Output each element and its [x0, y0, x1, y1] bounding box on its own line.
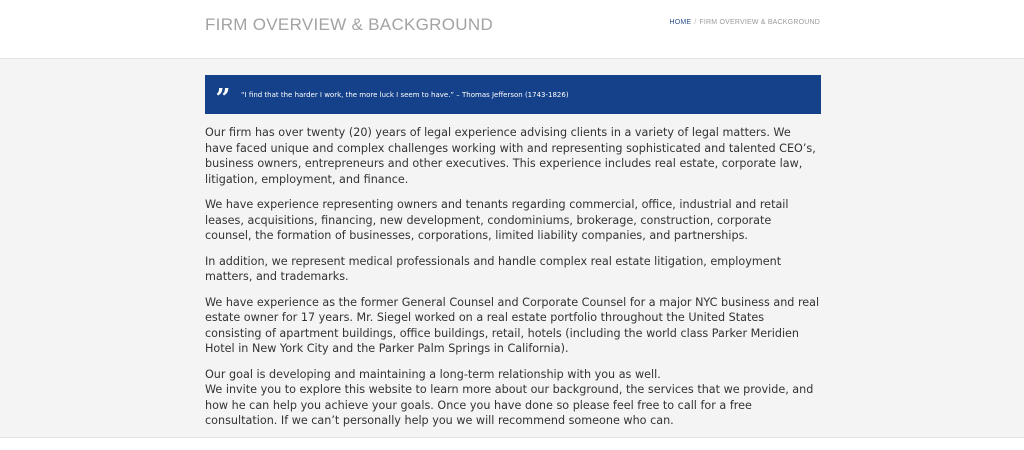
invite-line: We invite you to explore this website to learn more about our background, the services that we provide, and how he can help you achieve your goals. Once you have done so please feel free to call for a free consultation. If we can’t personally help you we will recommend someone who can.	[205, 383, 814, 427]
quote-icon: ”	[215, 84, 231, 114]
paragraph-goal	[205, 367, 821, 429]
quote-text: “I find that the harder I work, the more luck I seem to have.” – Thomas Jefferson (1743-1826)	[241, 90, 569, 99]
paragraph-general-counsel: We have experience as the former General Counsel and Corporate Counsel for a major NYC business and real estate owner for 17 years. Mr. Siegel worked on a real estate portfolio throughout the United States consisting of apartment buildings, office buildings, retail, hotels (including the world class Parker Meridien Hotel in New York City and the Parker Palm Springs in California).	[205, 295, 820, 355]
breadcrumb-home-link[interactable]: HOME	[669, 19, 692, 26]
page-footer-spacer	[0, 438, 1024, 450]
main-content	[0, 59, 1024, 438]
page-header	[0, 0, 1024, 59]
paragraph-representation: We have experience representing owners and tenants regarding commercial, office, industrial and retail leases, acquisitions, financing, new development, condominiums, brokerage, construction, corporate counsel, the formation of businesses, corporations, limited liability companies, and partnerships.	[205, 198, 789, 242]
goal-line: Our goal is developing and maintaining a long-term relationship with you as well.	[205, 367, 661, 381]
paragraph-experience: Our firm has over twenty (20) years of legal experience advising clients in a variety of legal matters. We have faced unique and complex challenges working with and representing sophisticated and talented CEO’s, business owners, entrepreneurs and other executives. This experience includes real estate, corporate law, litigation, employment, and finance.	[205, 126, 816, 186]
breadcrumb-current: FIRM OVERVIEW & BACKGROUND	[699, 19, 820, 26]
page-title: FIRM OVERVIEW & BACKGROUND	[205, 15, 494, 34]
quote-banner	[205, 75, 821, 114]
paragraph-medical: In addition, we represent medical professionals and handle complex real estate litigation, employment matters, and trademarks.	[205, 254, 782, 283]
breadcrumb	[669, 19, 820, 26]
content-column	[205, 75, 821, 429]
breadcrumb-separator: /	[694, 19, 697, 26]
